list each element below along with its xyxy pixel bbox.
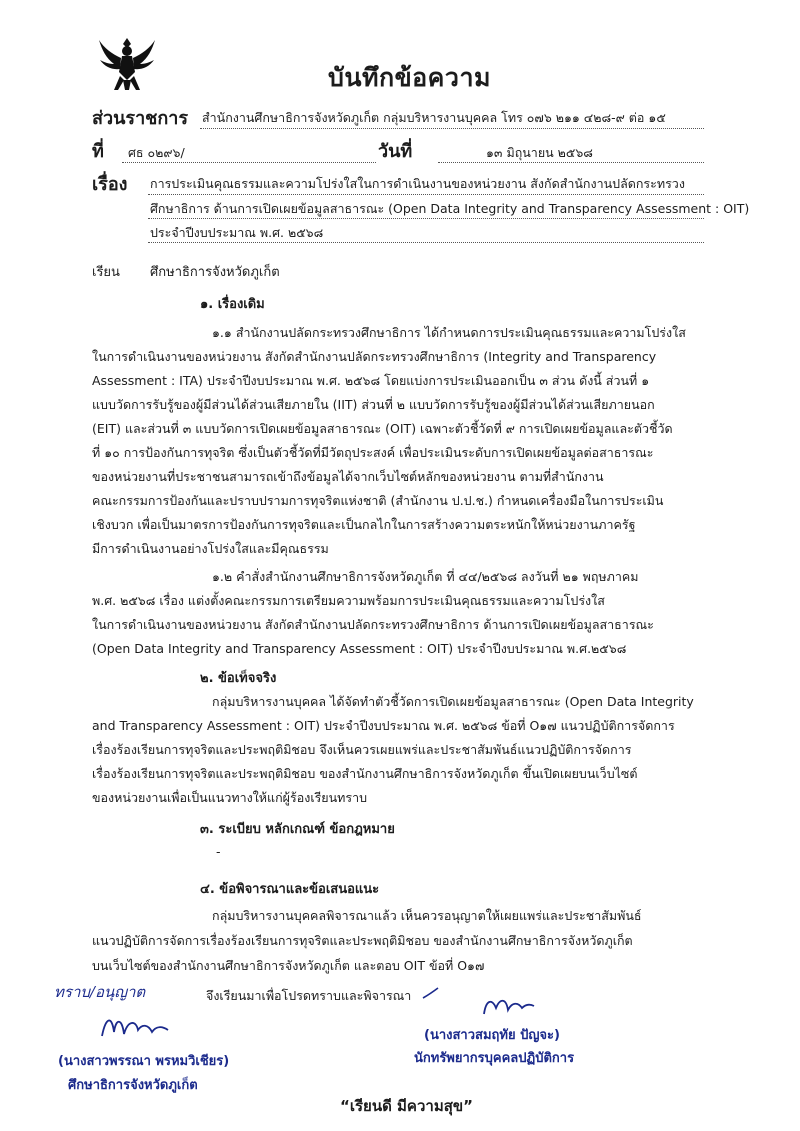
section-4-line: กลุ่มบริหารงานบุคคลพิจารณาแล้ว เห็นควรอนุญาตให้เผยแพร่และประชาสัมพันธ์ xyxy=(212,908,642,923)
ref-dotline xyxy=(122,162,376,163)
section-1-line: คณะกรรมการป้องกันและปราบปรามการทุจริตแห่งชาติ (สำนักงาน ป.ป.ช.) กำหนดเครื่องมือในการประเมิน xyxy=(92,493,664,508)
section-4-line: แนวปฏิบัติการจัดการเรื่องร้องเรียนการทุจริตและประพฤติมิชอบ ของสำนักงานศึกษาธิการจังหวัดภูเก็ต xyxy=(92,933,633,948)
section-2-title: ๒. ข้อเท็จจริง xyxy=(200,671,277,686)
approval-title: ศึกษาธิการจังหวัดภูเก็ต xyxy=(68,1078,198,1093)
section-1-title: ๑. เรื่องเดิม xyxy=(200,297,265,312)
section-1-line: Assessment : ITA) ประจำปีงบประมาณ พ.ศ. ๒๕๖๘ โดยแบ่งการประเมินออกเป็น ๓ ส่วน ดังนี้ ส่วนที่ ๑ xyxy=(92,373,650,388)
date-label: วันที่ xyxy=(378,141,413,162)
subject-line-2: ศึกษาธิการ ด้านการเปิดเผยข้อมูลสาธารณะ (Open Data Integrity and Transparency Assessment : OIT) xyxy=(150,201,750,216)
section-1-line: มีการดำเนินงานอย่างโปร่งใสและมีคุณธรรม xyxy=(92,541,329,556)
subject-dotline-2 xyxy=(148,218,704,219)
section-1-line: (EIT) และส่วนที่ ๓ แบบวัดการเปิดเผยข้อมูลสาธารณะ (OIT) เฉพาะตัวชี้วัดที่ ๙ การเปิดเผยข้อมูลและตัวชี้วัด xyxy=(92,421,673,436)
section-3-value: - xyxy=(216,844,221,859)
section-2-line: ของหน่วยงานเพื่อเป็นแนวทางให้แก่ผู้ร้องเรียนทราบ xyxy=(92,790,368,805)
section-1-line: ของหน่วยงานที่ประชาชนสามารถเข้าถึงข้อมูลได้จากเว็บไซต์หลักของหน่วยงาน ตามที่สำนักงาน xyxy=(92,469,604,484)
signer-title: นักทรัพยากรบุคคลปฏิบัติการ xyxy=(414,1051,575,1066)
section-1-2-line: (Open Data Integrity and Transparency Assessment : OIT) ประจำปีงบประมาณ พ.ศ.๒๕๖๘ xyxy=(92,641,627,656)
closing-text: จึงเรียนมาเพื่อโปรดทราบและพิจารณา xyxy=(206,988,412,1003)
section-3-title: ๓. ระเบียบ หลักเกณฑ์ ข้อกฎหมาย xyxy=(200,822,395,837)
subject-line-3: ประจำปีงบประมาณ พ.ศ. ๒๕๖๘ xyxy=(150,225,324,240)
section-1-2-line: พ.ศ. ๒๕๖๘ เรื่อง แต่งตั้งคณะกรรมการเตรียมความพร้อมการประเมินคุณธรรมและความโปร่งใส xyxy=(92,593,605,608)
section-1-2-line: ในการดำเนินงานของหน่วยงาน สังกัดสำนักงานปลัดกระทรวงศึกษาธิการ ด้านการเปิดเผยข้อมูลสาธารณะ xyxy=(92,617,654,632)
section-1-line: ในการดำเนินงานของหน่วยงาน สังกัดสำนักงานปลัดกระทรวงศึกษาธิการ (Integrity and Transparency xyxy=(92,349,657,364)
garuda-emblem-icon xyxy=(96,34,158,96)
subject-dotline-1 xyxy=(148,194,704,195)
memo-title: บันทึกข้อความ xyxy=(328,63,491,92)
closing-handwritten-tick-icon xyxy=(420,984,442,1002)
section-2-line: and Transparency Assessment : OIT) ประจำปีงบประมาณ พ.ศ. ๒๕๖๘ ข้อที่ O๑๗ แนวปฏิบัติการจัดการ xyxy=(92,718,675,733)
subject-dotline-3 xyxy=(148,242,704,243)
section-1-line: เชิงบวก เพื่อเป็นมาตรการป้องกันการทุจริตและเป็นกลไกในการสร้างความตระหนักให้หน่วยงานภาครัฐ xyxy=(92,517,636,532)
section-4-title: ๔. ข้อพิจารณาและข้อเสนอแนะ xyxy=(200,882,380,897)
section-1-line: ที่ ๑๐ การป้องกันการทุจริต ซึ่งเป็นตัวชี้วัดที่มีวัตถุประสงค์ เพื่อประเมินระดับการเปิดเผยข้อมูลต่อสาธารณะ xyxy=(92,445,654,460)
ref-value: ศธ ๐๒๙๖/ xyxy=(128,145,185,160)
section-2-line: เรื่องร้องเรียนการทุจริตและประพฤติมิชอบ ของสำนักงานศึกษาธิการจังหวัดภูเก็ต ขึ้นเปิดเผยบนเว็บไซต์ xyxy=(92,766,638,781)
approval-signature-icon xyxy=(96,1010,176,1046)
salutation-value: ศึกษาธิการจังหวัดภูเก็ต xyxy=(150,265,280,280)
date-value: ๑๓ มิถุนายน ๒๕๖๘ xyxy=(486,145,593,160)
agency-value: สำนักงานศึกษาธิการจังหวัดภูเก็ต กลุ่มบริหารงานบุคคล โทร ๐๗๖ ๒๑๑ ๔๒๘-๙ ต่อ ๑๕ xyxy=(202,110,666,125)
agency-label: ส่วนราชการ xyxy=(92,108,189,129)
section-1-line: แบบวัดการรับรู้ของผู้มีส่วนได้ส่วนเสียภายใน (IIT) ส่วนที่ ๒ แบบวัดการรับรู้ของผู้มีส่วนได้ส่วนเสียภายนอก xyxy=(92,397,655,412)
section-2-line: เรื่องร้องเรียนการทุจริตและประพฤติมิชอบ จึงเห็นควรเผยแพร่และประชาสัมพันธ์แนวปฏิบัติการจัดการ xyxy=(92,742,632,757)
approval-note: ทราบ/อนุญาต xyxy=(54,983,146,1001)
approval-name: (นางสาวพรรณา พรหมวิเชียร) xyxy=(58,1054,230,1069)
ref-label: ที่ xyxy=(92,141,104,162)
subject-label: เรื่อง xyxy=(92,174,128,195)
section-1-2-line: ๑.๒ คำสั่งสำนักงานศึกษาธิการจังหวัดภูเก็ต ที่ ๔๔/๒๕๖๘ ลงวันที่ ๒๑ พฤษภาคม xyxy=(212,569,639,584)
date-dotline xyxy=(438,162,704,163)
section-2-line: กลุ่มบริหารงานบุคคล ได้จัดทำตัวชี้วัดการเปิดเผยข้อมูลสาธารณะ (Open Data Integrity xyxy=(212,694,694,709)
salutation-label: เรียน xyxy=(92,265,120,280)
signer-signature-icon xyxy=(478,992,538,1022)
subject-line-1: การประเมินคุณธรรมและความโปร่งใสในการดำเนินงานของหน่วยงาน สังกัดสำนักงานปลัดกระทรวง xyxy=(150,176,685,191)
signer-name: (นางสาวสมฤทัย ปัญจะ) xyxy=(424,1028,560,1043)
agency-dotline xyxy=(200,128,704,129)
footer-motto: “เรียนดี มีความสุข” xyxy=(340,1097,473,1115)
section-1-line: ๑.๑ สำนักงานปลัดกระทรวงศึกษาธิการ ได้กำหนดการประเมินคุณธรรมและความโปร่งใส xyxy=(212,325,686,340)
section-4-line: บนเว็บไซต์ของสำนักงานศึกษาธิการจังหวัดภูเก็ต และตอบ OIT ข้อที่ O๑๗ xyxy=(92,958,485,973)
